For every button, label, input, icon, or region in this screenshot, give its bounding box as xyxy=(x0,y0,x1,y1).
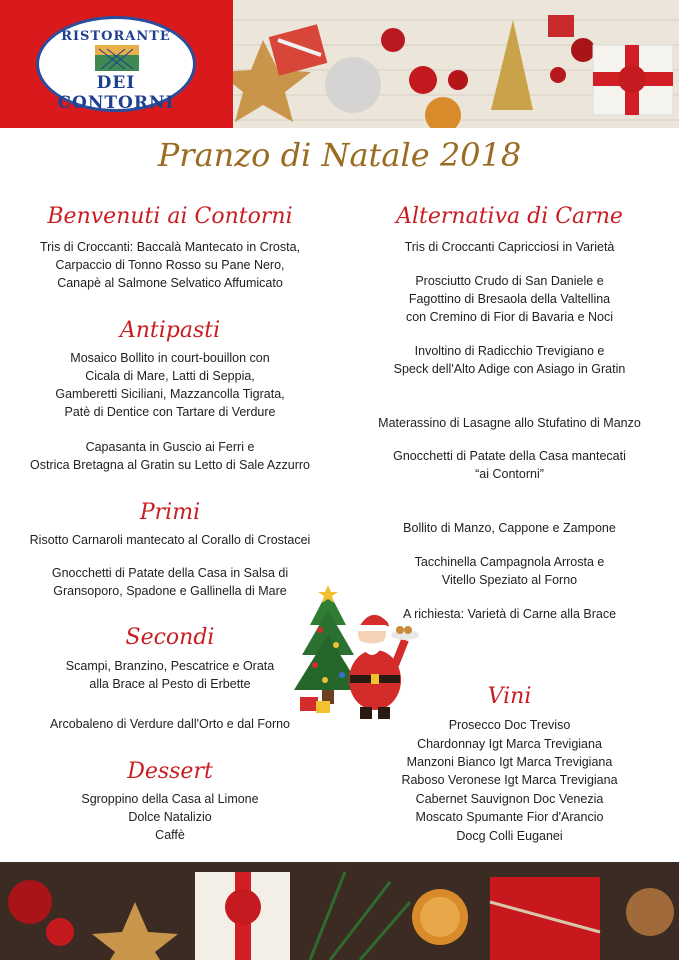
section-title-antipasti: Antipasti xyxy=(119,318,221,343)
christmas-tree-icon xyxy=(294,585,362,713)
menu-line: Capasanta in Guscio ai Ferri e xyxy=(85,440,255,454)
fishing-net-icon xyxy=(95,45,139,71)
menu-line: Fagottino di Bresaola della Valtellina xyxy=(408,292,611,306)
menu-line: Gnocchetti di Patate della Casa mantecati xyxy=(393,449,626,463)
menu-line: Tacchinella Campagnola Arrosta e xyxy=(414,555,605,569)
menu-line: Moscato Spumante Fior d'Arancio xyxy=(415,810,604,824)
restaurant-logo xyxy=(36,16,196,112)
logo-top-text: RISTORANTE xyxy=(61,29,171,44)
page-title: Pranzo di Natale 2018 xyxy=(157,136,522,174)
menu-line: Carpaccio di Tonno Rosso su Pane Nero, xyxy=(55,258,285,272)
section-title-primi: Primi xyxy=(139,500,201,525)
menu-line: Arcobaleno di Verdure dall'Orto e dal Forno xyxy=(49,717,291,731)
menu-line: Scampi, Branzino, Pescatrice e Orata xyxy=(65,659,275,673)
menu-line: Ostrica Bretagna al Gratin su Letto di Sale Azzurro xyxy=(30,458,310,472)
menu-line: “ai Contorni” xyxy=(475,467,544,481)
section-title-vini: Vini xyxy=(487,684,532,709)
menu-line: Prosecco Doc Treviso xyxy=(448,718,571,732)
menu-line: Tris di Croccanti Capricciosi in Varietà xyxy=(404,240,615,254)
menu-line: Bollito di Manzo, Cappone e Zampone xyxy=(403,521,616,535)
menu-line: Gamberetti Siciliani, Mazzancolla Tigrata, xyxy=(55,387,285,401)
menu-line: Involtino di Radicchio Trevigiano e xyxy=(414,344,605,358)
footer-christmas-photo xyxy=(0,862,679,960)
menu-line: Canapè al Salmone Selvatico Affumicato xyxy=(57,276,283,290)
menu-line: Prosciutto Crudo di San Daniele e xyxy=(415,274,604,288)
menu-line: Cabernet Sauvignon Doc Venezia xyxy=(415,792,604,806)
menu-line: alla Brace al Pesto di Erbette xyxy=(89,677,251,691)
menu-line: Speck dell'Alto Adige con Asiago in Gratin xyxy=(393,362,626,376)
header-christmas-photo xyxy=(233,0,679,128)
menu-line: Chardonnay Igt Marca Trevigiana xyxy=(417,737,602,751)
menu-line: Cicala di Mare, Latti di Seppia, xyxy=(85,369,255,383)
menu-line: Sgroppino della Casa al Limone xyxy=(81,792,259,806)
menu-line: Materassino di Lasagne allo Stufatino di Manzo xyxy=(378,416,641,430)
menu-line: Caffè xyxy=(155,828,185,842)
menu-line: con Cremino di Fior di Bavaria e Noci xyxy=(405,310,614,324)
christmas-decorations-image xyxy=(233,0,679,128)
menu-line: Mosaico Bollito in court-bouillon con xyxy=(70,351,270,365)
menu-line: Manzoni Bianco Igt Marca Trevigiana xyxy=(406,755,613,769)
menu-line: A richiesta: Varietà di Carne alla Brace xyxy=(402,607,617,621)
section-title-secondi: Secondi xyxy=(125,625,215,650)
menu-line: Risotto Carnaroli mantecato al Corallo di Crostacei xyxy=(29,533,311,547)
section-title-benvenuti: Benvenuti ai Contorni xyxy=(47,204,293,229)
menu-line: Raboso Veronese Igt Marca Trevigiana xyxy=(401,773,618,787)
menu-line: Vitello Speziato al Forno xyxy=(441,573,578,587)
section-title-carne: Alternativa di Carne xyxy=(396,204,623,229)
santa-claus-icon xyxy=(349,615,419,719)
menu-line: Gransoporo, Spadone e Gallinella di Mare xyxy=(53,584,287,598)
logo-bottom-text: DEI CONTORNI xyxy=(57,73,175,113)
menu-line: Patè di Dentice con Tartare di Verdure xyxy=(64,405,276,419)
menu-line: Gnocchetti di Patate della Casa in Salsa di xyxy=(51,566,289,580)
section-title-dessert: Dessert xyxy=(127,759,213,784)
menu-line: Dolce Natalizio xyxy=(128,810,212,824)
christmas-footer-decorations-image xyxy=(0,862,679,960)
menu-line: Tris di Croccanti: Baccalà Mantecato in Crosta, xyxy=(39,240,301,254)
santa-and-tree-illustration xyxy=(280,585,420,725)
menu-line: Docg Colli Euganei xyxy=(456,829,563,843)
